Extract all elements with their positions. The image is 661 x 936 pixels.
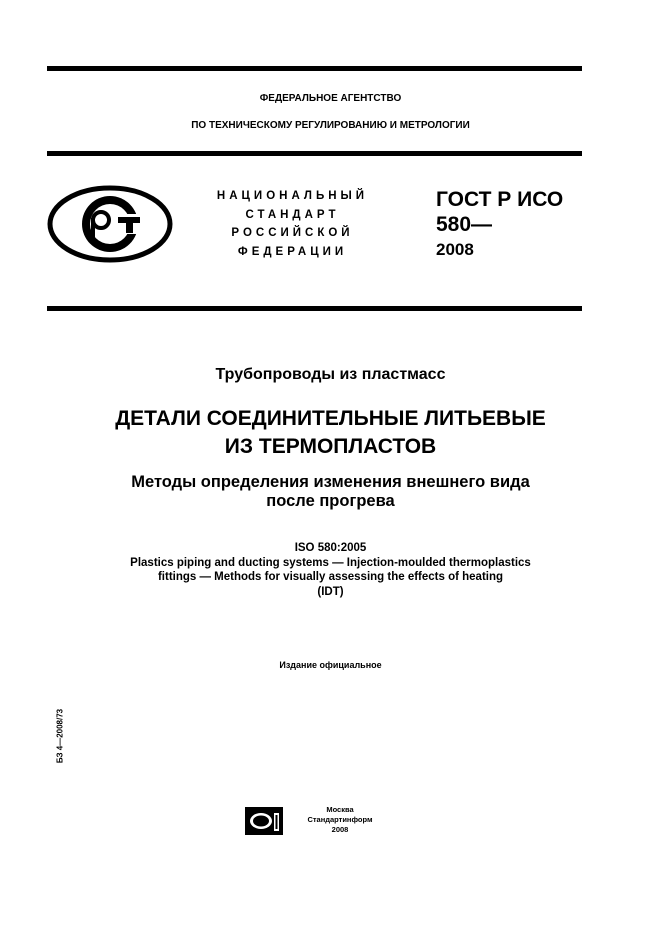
rst-logo-icon (46, 184, 174, 264)
main-title-line-1: ДЕТАЛИ СОЕДИНИТЕЛЬНЫЕ ЛИТЬЕВЫЕ (115, 407, 546, 430)
publisher-info (290, 805, 390, 835)
header-rule (47, 151, 582, 156)
designation-year: 2008 (436, 240, 474, 259)
publisher-year: 2008 (331, 825, 349, 834)
subtitle-line-1: Методы определения изменения внешнего вида (131, 473, 530, 491)
logo-rule (47, 306, 582, 311)
publisher-name: Стандартинформ (307, 815, 373, 824)
subtitle (0, 473, 661, 511)
main-title-line-2: ИЗ ТЕРМОПЛАСТОВ (224, 435, 437, 458)
standartinform-logo-icon (245, 805, 285, 835)
standard-type-line-4: ФЕДЕРАЦИИ (237, 245, 348, 258)
standard-type-line-3: РОССИЙСКОЙ (231, 227, 354, 239)
standard-type-line-1: НАЦИОНАЛЬНЫЙ (216, 190, 369, 202)
main-title (0, 405, 661, 461)
edition-label: Издание официальное (279, 660, 382, 670)
designation-line-2: 580— (436, 213, 493, 236)
side-code: БЗ 4—2008/73 (55, 708, 65, 764)
iso-equivalence: (IDT) (317, 585, 344, 598)
publisher-city: Москва (326, 805, 354, 814)
standard-type (205, 187, 380, 261)
standard-type-line-2: СТАНДАРТ (245, 208, 340, 221)
subtitle-line-2: после прогрева (266, 492, 395, 510)
iso-title-line-1: Plastics piping and ducting systems — Injection-moulded thermoplastics (130, 556, 531, 569)
iso-title-line-2: fittings — Methods for visually assessing the effects of heating (157, 571, 504, 583)
agency-line-1: ФЕДЕРАЛЬНОЕ АГЕНТСТВО (259, 93, 402, 104)
iso-reference (0, 541, 661, 599)
top-rule (47, 66, 582, 71)
standard-designation (436, 187, 563, 262)
title-group: Трубопроводы из пластмасс (215, 366, 446, 383)
iso-code: ISO 580:2005 (294, 542, 367, 554)
agency-line-2: ПО ТЕХНИЧЕСКОМУ РЕГУЛИРОВАНИЮ И МЕТРОЛОГИИ (191, 120, 470, 131)
designation-line-1: ГОСТ Р ИСО (436, 188, 564, 211)
